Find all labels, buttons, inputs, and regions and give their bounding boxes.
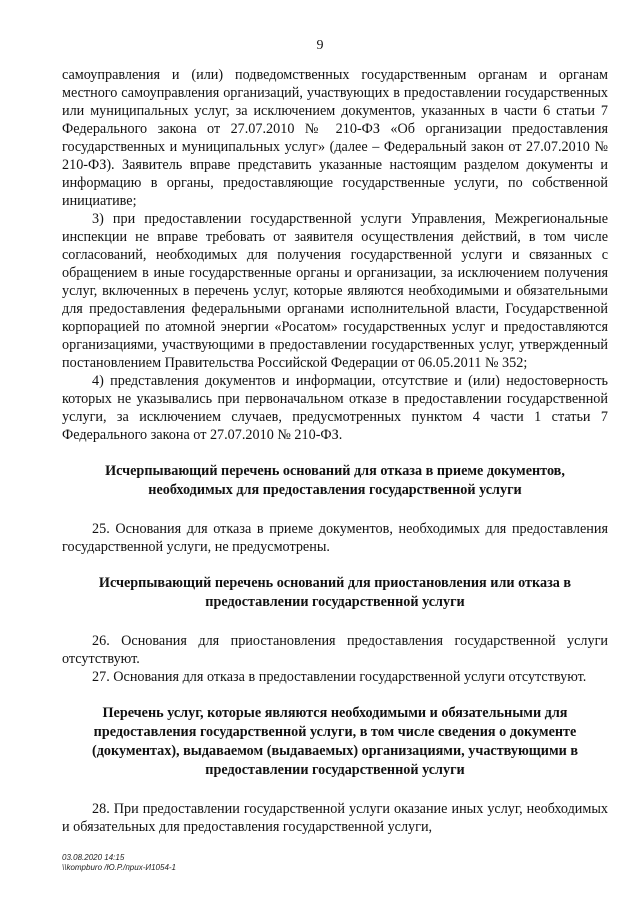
print-footer <box>62 853 176 873</box>
page-number: 9 <box>316 38 324 53</box>
section-heading-refusal-documents: Исчерпывающий перечень оснований для отказа в приеме документов, необходимых для предоставления государственной услуги <box>105 463 565 498</box>
section-heading-suspension: Исчерпывающий перечень оснований для приостановления или отказа в предоставлении государственной услуги <box>98 575 572 610</box>
paragraph-27: 27. Основания для отказа в предоставлении государственной услуги отсутствуют. <box>92 669 587 685</box>
list-item-3: 3) при предоставлении государственной услуги Управления, Межрегиональные инспекции не вправе требовать от заявителя осуществления действий, в том числе согласований, необходимых для получения государственной услуги и связанных с обращением в иные государственные органы и организации, за исключением получения услуг, включенных в перечень услуг, которые являются необходимыми и обязательными для предоставления федеральными органами исполнительной власти, Государственной корпорацией по атомной энергии «Росатом» государственных услуг и предоставляются организациями, участвующими в предоставлении государственных услуг, утвержденный постановлением Правительства Российской Федерации от 06.05.2011 № 352; <box>62 211 608 371</box>
paragraph-25: 25. Основания для отказа в приеме документов, необходимых для предоставления государственной услуги, не предусмотрены. <box>62 521 608 555</box>
section-heading-required-services: Перечень услуг, которые являются необходимыми и обязательными для предоставления государственной услуги, в том числе сведения о документе (документах), выдаваемом (выдаваемых) организациями, участвующими в предоставлении государственной услуги <box>91 705 578 778</box>
paragraph-continuation: самоуправления и (или) подведомственных государственным органам и органам местного самоуправления организаций, участвующих в предоставлении государственных или муниципальных услуг, за исключением документов, указанных в части 6 статьи 7 Федерального закона от 27.07.2010 № 210-ФЗ «Об организации предоставления государственных и муниципальных услуг» (далее – Федеральный закон от 27.07.2010 № 210-ФЗ). Заявитель вправе представить указанные настоящим разделом документы и информацию в органы, предоставляющие государственные услуги, по собственной инициативе; <box>62 67 608 209</box>
paragraph-26: 26. Основания для приостановления предоставления государственной услуги отсутствуют. <box>62 633 608 667</box>
list-item-4: 4) представления документов и информации, отсутствие и (или) недостоверность которых не указывались при первоначальном отказе в предоставлении государственной услуги, за исключением случаев, предусмотренных пунктом 4 части 1 статьи 7 Федерального закона от 27.07.2010 № 210-ФЗ. <box>62 373 608 443</box>
paragraph-28: 28. При предоставлении государственной услуги оказание иных услуг, необходимых и обязательных для предоставления государственной услуги, <box>62 801 608 835</box>
footer-file-path: \\kompburo /Ю.Р./приx-И1054-1 <box>62 863 176 872</box>
document-body <box>62 66 608 836</box>
footer-timestamp: 03.08.2020 14:15 <box>62 853 125 862</box>
